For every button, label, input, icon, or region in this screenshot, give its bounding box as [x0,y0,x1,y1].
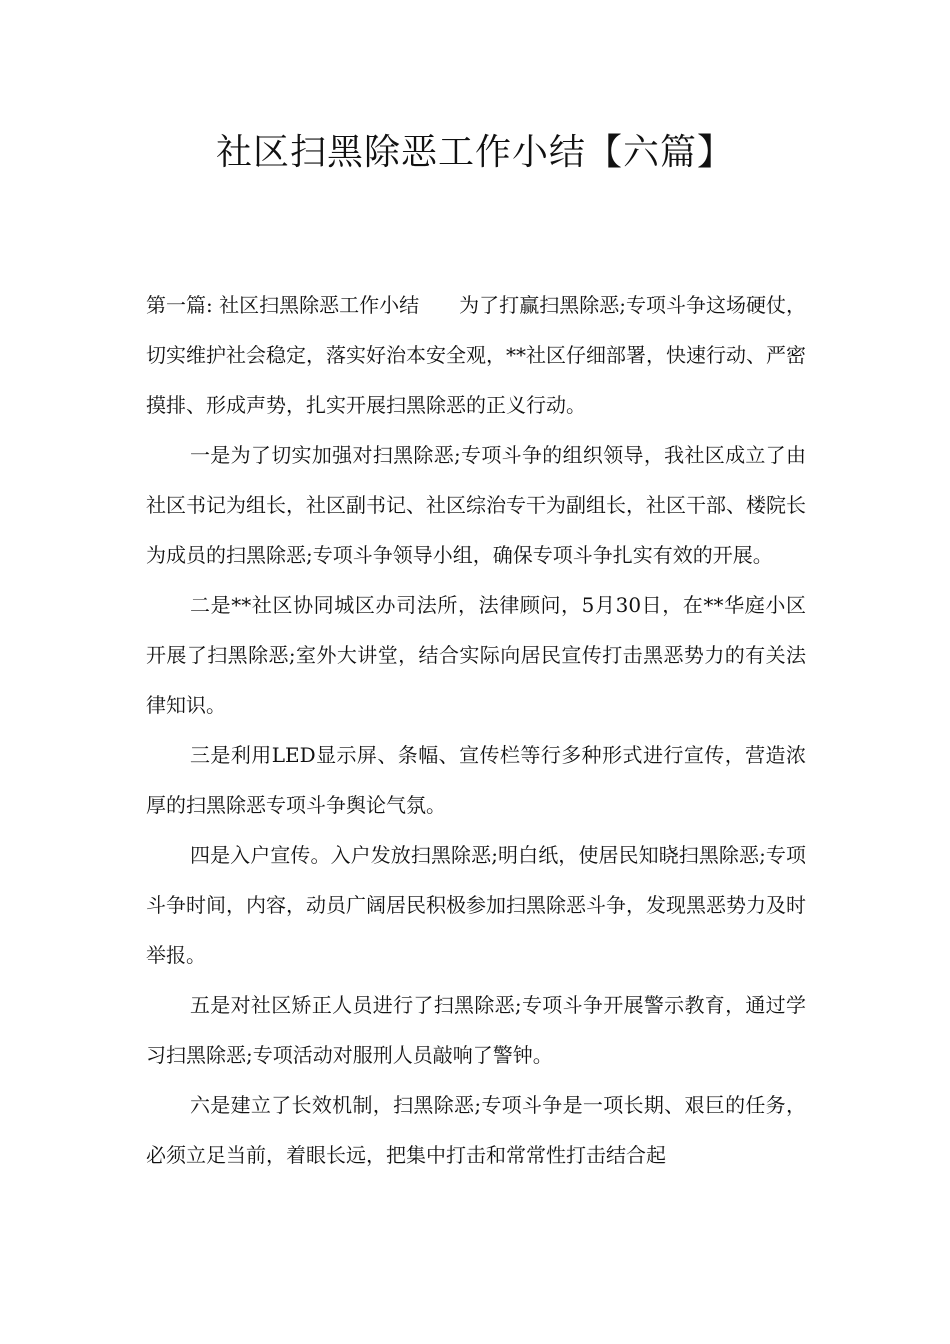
intro-paragraph [146,280,806,430]
paragraph-5: 五是对社区矫正人员进行了扫黑除恶;专项斗争开展警示教育，通过学习扫黑除恶;专项活动对服刑人员敲响了警钟。 [146,993,806,1067]
paragraph-2: 二是**社区协同城区办司法所，法律顾问，5月30日，在**华庭小区开展了扫黑除恶;室外大讲堂，结合实际向居民宣传打击黑恶势力的有关法律知识。 [146,593,806,717]
intro-heading: 第一篇: 社区扫黑除恶工作小结 [146,293,420,317]
paragraph-3: 三是利用LED显示屏、条幅、宣传栏等行多种形式进行宣传，营造浓厚的扫黑除恶专项斗争舆论气氛。 [146,743,806,817]
paragraph-4: 四是入户宣传。入户发放扫黑除恶;明白纸，使居民知晓扫黑除恶;专项斗争时间，内容，动员广阔居民积极参加扫黑除恶斗争，发现黑恶势力及时举报。 [146,843,806,967]
document-body [146,280,806,1180]
paragraph-6: 六是建立了长效机制，扫黑除恶;专项斗争是一项长期、艰巨的任务，必须立足当前，着眼长远，把集中打击和常常性打击结合起 [146,1093,806,1167]
document-title: 社区扫黑除恶工作小结【六篇】 [215,132,734,173]
intro-text: 为了打赢扫黑除恶;专项斗争这场硬仗，切实维护社会稳定，落实好治本安全观，**社区仔细部署，快速行动、严密摸排、形成声势，扎实开展扫黑除恶的正义行动。 [146,293,806,417]
paragraph-1: 一是为了切实加强对扫黑除恶;专项斗争的组织领导，我社区成立了由社区书记为组长，社区副书记、社区综治专干为副组长，社区干部、楼院长为成员的扫黑除恶;专项斗争领导小组，确保专项斗争扎实有效的开展。 [146,443,806,567]
